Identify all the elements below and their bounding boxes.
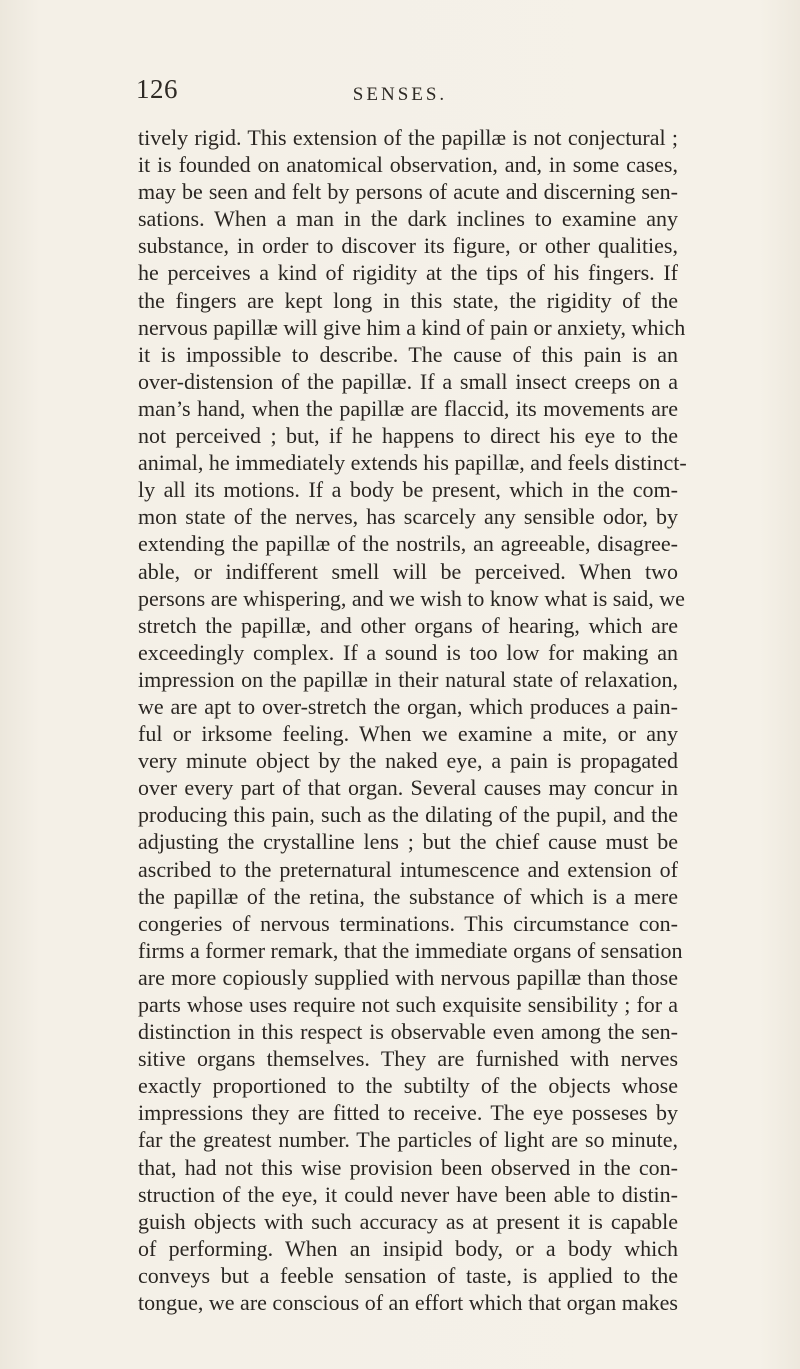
text-line: conveys but a feeble sensation of taste, is applied to the [138,1262,678,1288]
text-line: adjusting the crystalline lens ; but the chief cause must be [138,829,678,855]
text-line: man’s hand, when the papillæ are flaccid, its movements are [138,395,678,421]
text-line: mon state of the nerves, has scarcely any sensible odor, by [138,504,678,530]
text-line: tively rigid. This extension of the papillæ is not conjectural ; [138,125,678,150]
text-line: substance, in order to discover its figure, or other qualities, [138,233,678,259]
text-line: able, or indifferent smell will be perceived. When two [138,558,678,584]
text-line: congeries of nervous terminations. This circumstance con- [138,910,678,936]
text-line: nervous papillæ will give him a kind of pain or anxiety, which [138,314,686,340]
text-line: stretch the papillæ, and other organs of hearing, which are [138,612,678,638]
running-title: SENSES. [352,84,448,105]
text-line: impressions they are fitted to receive. The eye posseses by [138,1100,678,1126]
text-line: exactly proportioned to the subtilty of the objects whose [138,1073,678,1099]
text-line: impression on the papillæ in their natural state of relaxation, [138,666,678,692]
text-line: he perceives a kind of rigidity at the tips of his fingers. If [138,260,678,286]
page-number: 126 [136,74,178,104]
text-line: are more copiously supplied with nervous papillæ than those [138,964,678,990]
text-line: it is impossible to describe. The cause of this pain is an [138,341,678,367]
text-line: over-distension of the papillæ. If a small insect creeps on a [138,368,678,394]
text-line: distinction in this respect is observable even among the sen- [138,1019,678,1045]
text-line: ascribed to the preternatural intumescence and extension of [138,856,678,882]
text-line: firms a former remark, that the immediate organs of sensation [138,937,683,963]
text-line: guish objects with such accuracy as at present it is capable [138,1208,678,1234]
text-line: sitive organs themselves. They are furnished with nerves [138,1046,678,1072]
text-line: the papillæ of the retina, the substance of which is a mere [138,883,678,909]
text-line: far the greatest number. The particles of light are so minute, [138,1127,678,1153]
text-line: extending the papillæ of the nostrils, an agreeable, disagree- [138,531,678,557]
text-line: producing this pain, such as the dilating of the pupil, and the [138,802,678,828]
text-line: tongue, we are conscious of an effort which that organ makes [138,1290,678,1316]
text-line: ly all its motions. If a body be present, which in the com- [138,477,678,503]
text-line: the fingers are kept long in this state, the rigidity of the [138,287,678,313]
text-line: of performing. When an insipid body, or a body which [138,1235,678,1261]
text-line: not perceived ; but, if he happens to direct his eye to the [138,423,678,449]
text-line: ful or irksome feeling. When we examine a mite, or any [138,721,678,747]
text-line: over every part of that organ. Several causes may concur in [138,775,678,801]
text-line: sations. When a man in the dark inclines to examine any [138,206,678,232]
text-line: exceedingly complex. If a sound is too low for making an [138,639,678,665]
text-line: very minute object by the naked eye, a pain is propagated [138,748,678,774]
text-line: it is founded on anatomical observation, and, in some cases, [138,152,678,178]
text-line: that, had not this wise provision been observed in the con- [138,1154,678,1180]
text-line: may be seen and felt by persons of acute and discerning sen- [138,179,678,205]
text-line: parts whose uses require not such exquisite sensibility ; for a [138,992,678,1017]
text-line: we are apt to over-stretch the organ, which produces a pain- [138,693,678,719]
text-line: animal, he immediately extends his papillæ, and feels distinct- [138,450,687,476]
body-text [138,124,687,1316]
text-line: struction of the eye, it could never have been able to distin- [138,1181,678,1207]
text-line: persons are whispering, and we wish to know what is said, we [138,585,685,611]
